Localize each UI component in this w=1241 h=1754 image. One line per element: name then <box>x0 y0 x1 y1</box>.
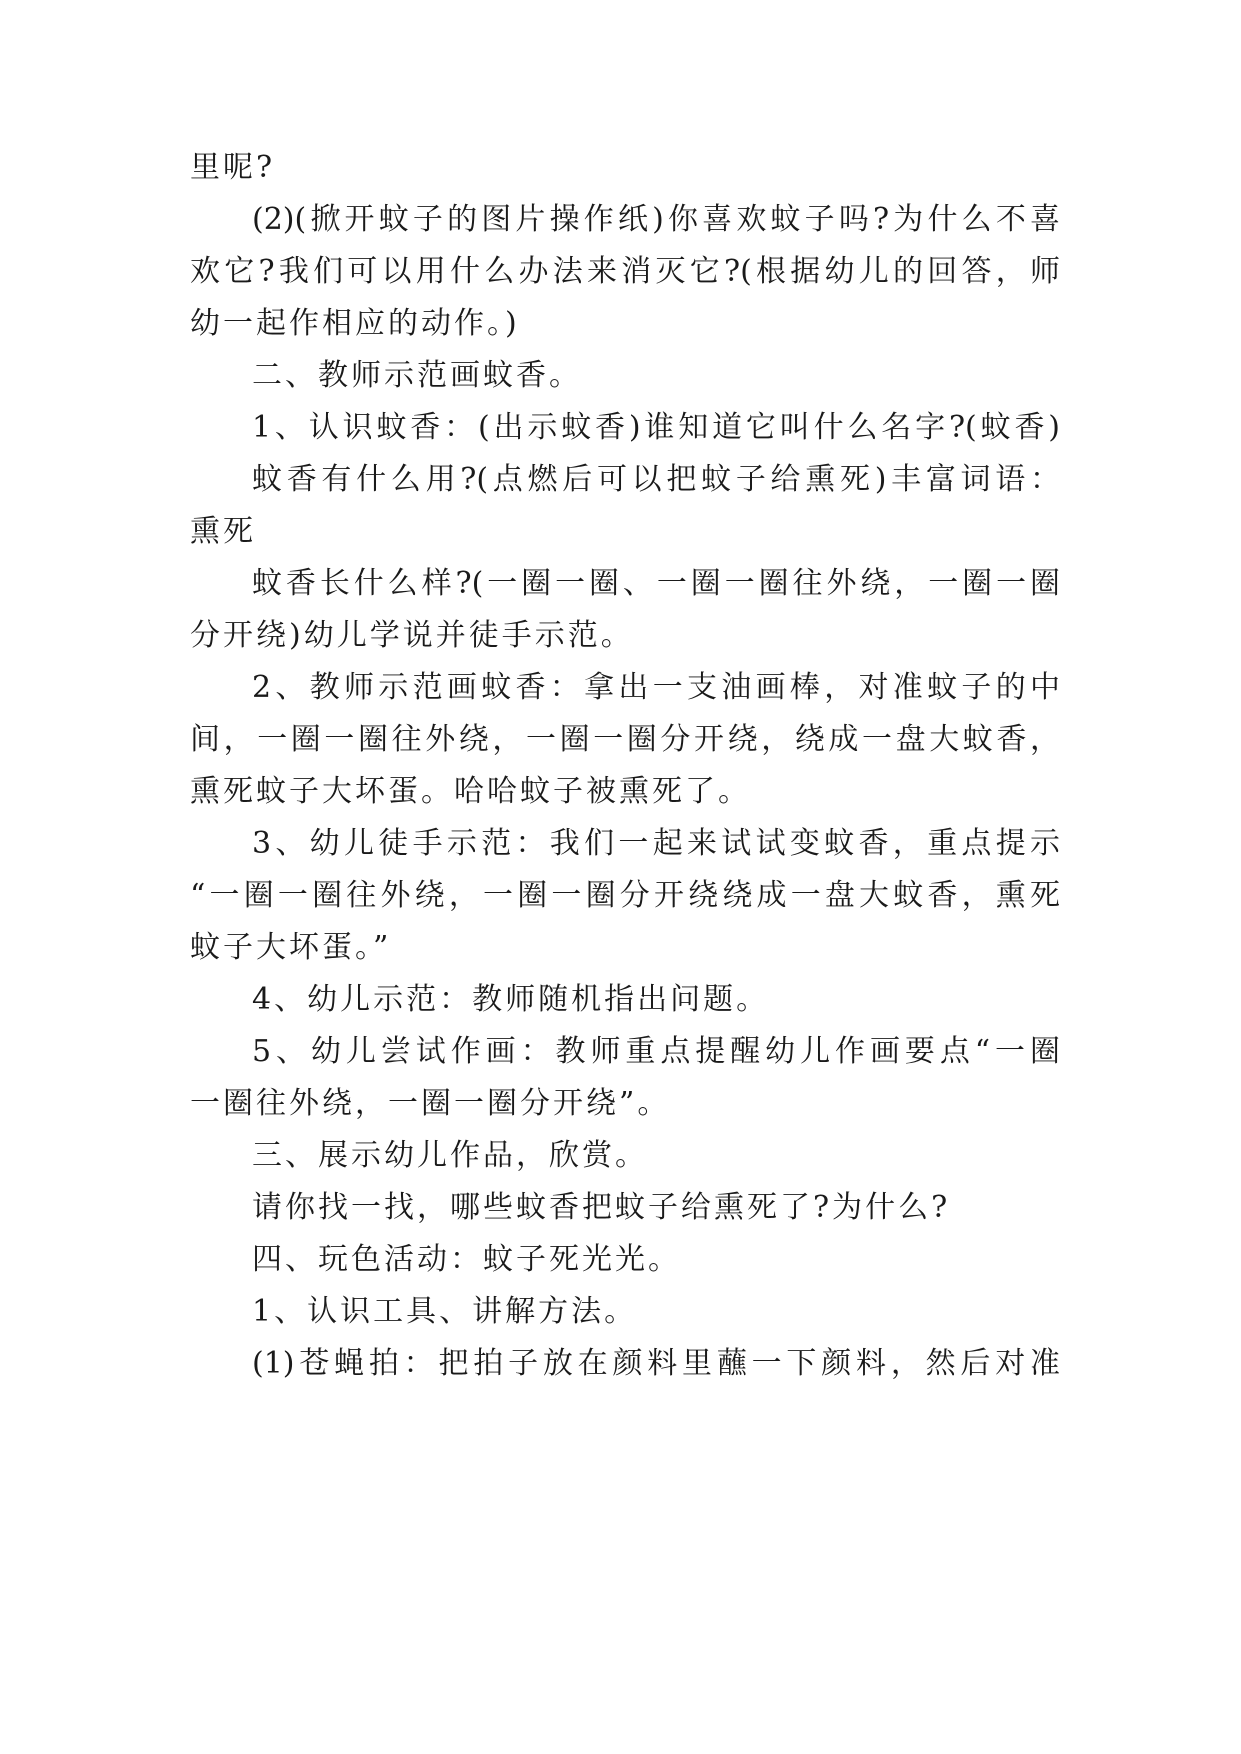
text-line: 间，一圈一圈往外绕，一圈一圈分开绕，绕成一盘大蚊香， <box>190 722 1060 757</box>
section-heading: 四、玩色活动：蚊子死光光。 <box>252 1242 681 1277</box>
text-line: 蚊子大坏蛋。” <box>190 930 392 965</box>
text-line: 请你找一找，哪些蚊香把蚊子给熏死了?为什么? <box>252 1190 951 1225</box>
text-line: 2、教师示范画蚊香：拿出一支油画棒，对准蚊子的中 <box>252 670 1060 705</box>
text-line: “一圈一圈往外绕，一圈一圈分开绕绕成一盘大蚊香，熏死 <box>190 878 1060 913</box>
text-line: 里呢? <box>190 150 276 185</box>
text-line: 熏死 <box>190 514 256 549</box>
text-line: 3、幼儿徒手示范：我们一起来试试变蚊香，重点提示 <box>252 826 1060 861</box>
text-line: 一圈往外绕，一圈一圈分开绕”。 <box>190 1086 671 1121</box>
text-line: 欢它?我们可以用什么办法来消灭它?(根据幼儿的回答，师 <box>190 254 1060 289</box>
section-heading: 二、教师示范画蚊香。 <box>252 358 582 393</box>
text-line: (2)(掀开蚊子的图片操作纸)你喜欢蚊子吗?为什么不喜 <box>252 202 1060 237</box>
text-line: 幼一起作相应的动作。) <box>190 306 520 341</box>
text-line: (1)苍蝇拍：把拍子放在颜料里蘸一下颜料，然后对准 <box>252 1346 1060 1381</box>
text-line: 熏死蚊子大坏蛋。哈哈蚊子被熏死了。 <box>190 774 751 809</box>
text-line: 5、幼儿尝试作画：教师重点提醒幼儿作画要点“一圈 <box>252 1034 1060 1069</box>
section-heading: 三、展示幼儿作品，欣赏。 <box>252 1138 648 1173</box>
text-line: 1、认识蚊香：(出示蚊香)谁知道它叫什么名字?(蚊香) <box>252 410 1060 445</box>
text-line: 蚊香有什么用?(点燃后可以把蚊子给熏死)丰富词语： <box>252 462 1060 497</box>
text-line: 1、认识工具、讲解方法。 <box>252 1294 638 1329</box>
text-line: 4、幼儿示范：教师随机指出问题。 <box>252 982 770 1017</box>
text-line: 蚊香长什么样?(一圈一圈、一圈一圈往外绕，一圈一圈 <box>252 566 1060 601</box>
text-line: 分开绕)幼儿学说并徒手示范。 <box>190 618 634 653</box>
